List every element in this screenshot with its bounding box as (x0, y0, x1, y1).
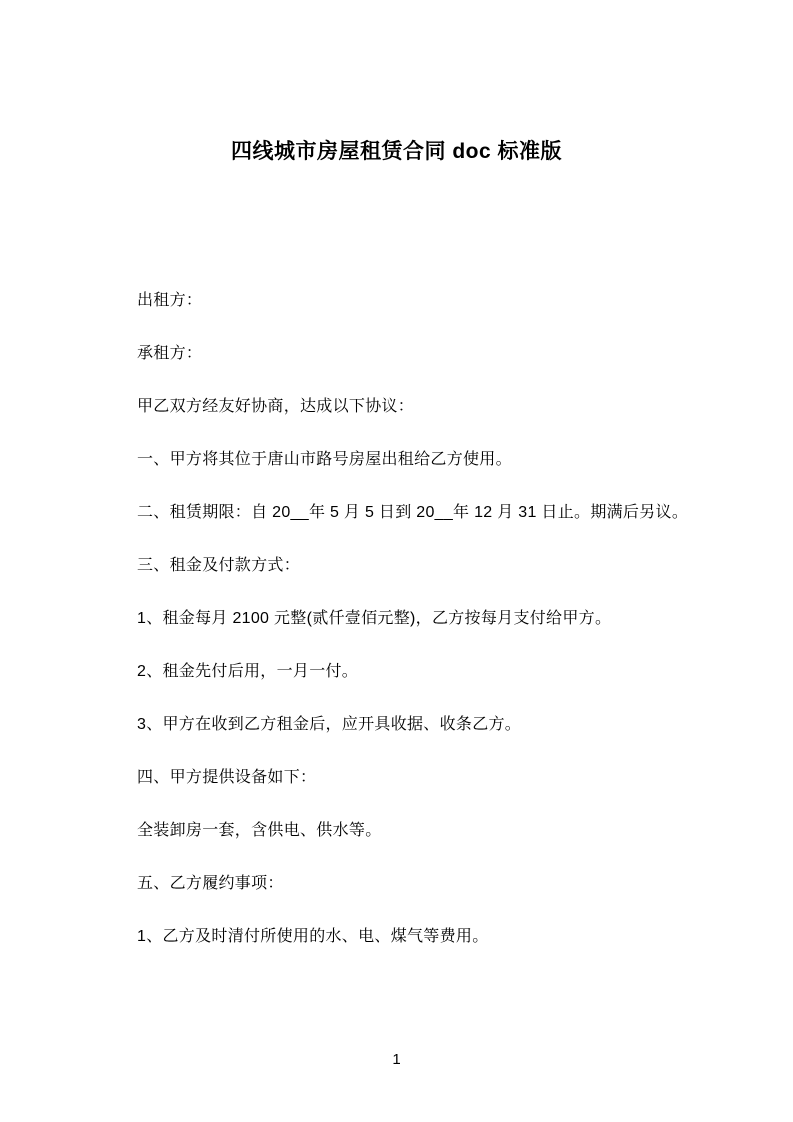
clause-three-item-1: 1、租金每月 2100 元整(贰仟壹佰元整)，乙方按每月支付给甲方。 (137, 610, 612, 627)
clause-two: 二、租赁期限：自 20__年 5 月 5 日到 20__年 12 月 31 日止。期满后另议。 (137, 504, 689, 521)
clause-five-item-1: 1、乙方及时清付所使用的水、电、煤气等费用。 (137, 928, 489, 945)
clause-five: 五、乙方履约事项： (137, 875, 284, 892)
document-body (0, 290, 793, 948)
paragraph-lessee: 承租方： (137, 345, 203, 362)
clause-four: 四、甲方提供设备如下： (137, 769, 317, 786)
paragraph-preamble: 甲乙双方经友好协商，达成以下协议： (137, 398, 415, 415)
clause-three-item-2: 2、租金先付后用，一月一付。 (137, 663, 359, 680)
clause-four-detail: 全装卸房一套，含供电、供水等。 (137, 822, 382, 839)
clause-three: 三、租金及付款方式： (137, 557, 301, 574)
paragraph-lessor: 出租方： (137, 292, 203, 309)
clause-one: 一、甲方将其位于唐山市路号房屋出租给乙方使用。 (137, 451, 512, 468)
document-title: 四线城市房屋租赁合同 doc 标准版 (230, 140, 562, 163)
page-number: 1 (392, 1051, 401, 1068)
clause-three-item-3: 3、甲方在收到乙方租金后，应开具收据、收条乙方。 (137, 716, 522, 733)
